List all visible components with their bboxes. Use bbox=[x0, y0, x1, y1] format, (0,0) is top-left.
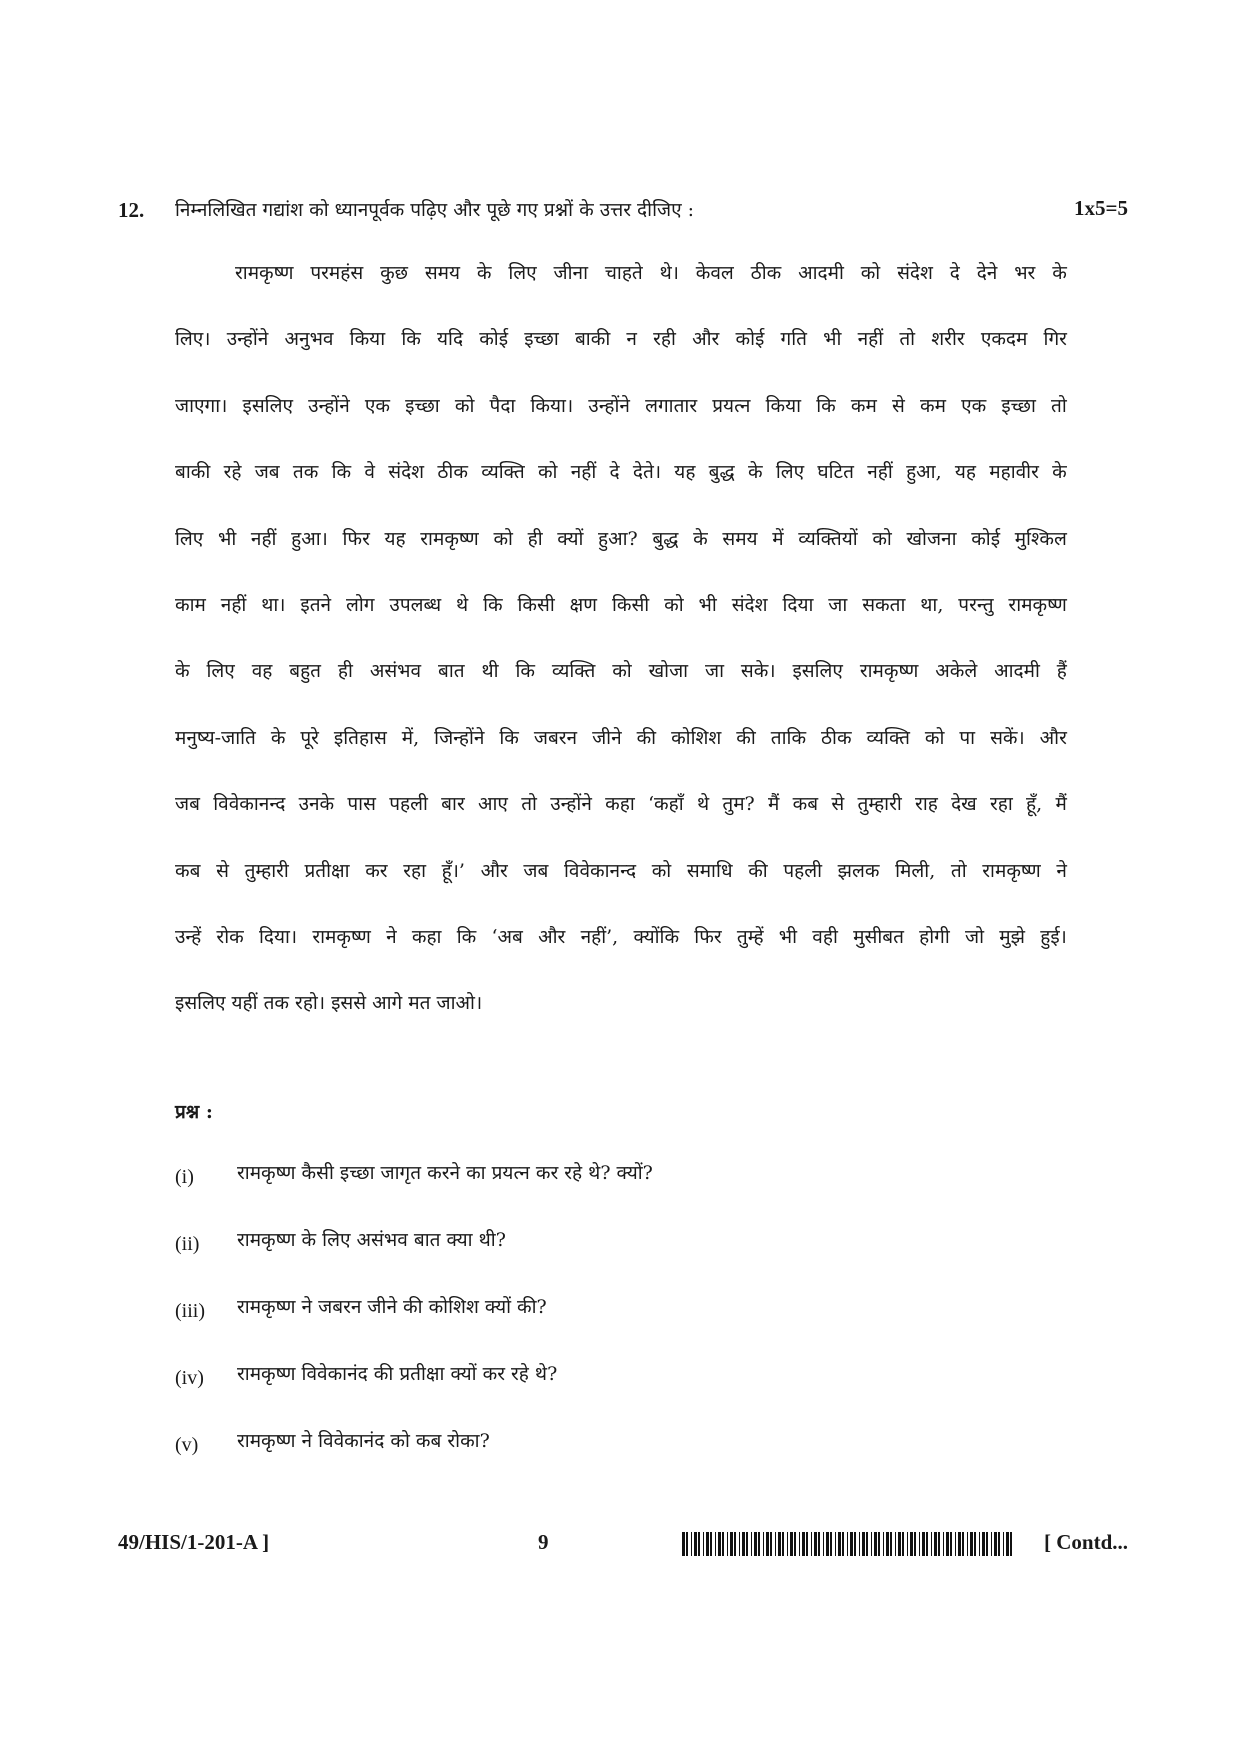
passage-line: के लिए वह बहुत ही असंभव बात थी कि व्यक्ति को खोजा जा सके। इसलिए रामकृष्ण अकेले आदमी हैं bbox=[175, 660, 1067, 683]
question-item bbox=[175, 1158, 1055, 1225]
question-item-text: रामकृष्ण विवेकानंद की प्रतीक्षा क्यों कर रहे थे? bbox=[237, 1363, 558, 1385]
question-item-text: रामकृष्ण कैसी इच्छा जागृत करने का प्रयत्न कर रहे थे? क्यों? bbox=[237, 1162, 653, 1184]
passage bbox=[175, 258, 1067, 1055]
question-item-number: (ii) bbox=[175, 1233, 200, 1255]
passage-line: जाएगा। इसलिए उन्होंने एक इच्छा को पैदा किया। उन्होंने लगातार प्रयत्न किया कि कम से कम एक इच्छा तो bbox=[175, 394, 1067, 417]
passage-line: कब से तुम्हारी प्रतीक्षा कर रहा हूँ।’ और जब विवेकानन्द को समाधि की पहली झलक मिली, तो रामकृष्ण ने bbox=[175, 859, 1067, 882]
question-instruction: निम्नलिखित गद्यांश को ध्यानपूर्वक पढ़िए और पूछे गए प्रश्नों के उत्तर दीजिए : bbox=[175, 199, 695, 221]
question-item-text: रामकृष्ण ने विवेकानंद को कब रोका? bbox=[237, 1430, 490, 1452]
page-number: 9 bbox=[538, 1530, 549, 1554]
passage-line: इसलिए यहीं तक रहो। इससे आगे मत जाओ। bbox=[175, 992, 483, 1015]
passage-line: लिए भी नहीं हुआ। फिर यह रामकृष्ण को ही क्यों हुआ? बुद्ध के समय में व्यक्तियों को खोजना कोई मुश्किल bbox=[175, 527, 1067, 550]
question-item-text: रामकृष्ण ने जबरन जीने की कोशिश क्यों की? bbox=[237, 1296, 547, 1318]
question-header bbox=[118, 192, 1128, 232]
question-item-number: (iii) bbox=[175, 1300, 205, 1322]
paper-code: 49/HIS/1-201-A ] bbox=[118, 1530, 270, 1554]
question-item-number: (i) bbox=[175, 1166, 194, 1188]
question-item bbox=[175, 1292, 1055, 1359]
passage-line: उन्हें रोक दिया। रामकृष्ण ने कहा कि ‘अब और नहीं’, क्योंकि फिर तुम्हें भी वही मुसीबत होगी जो मुझे हुई। bbox=[175, 925, 1067, 948]
question-item-number: (iv) bbox=[175, 1367, 204, 1389]
continued-label: [ Contd... bbox=[1043, 1530, 1128, 1554]
passage-line: जब विवेकानन्द उनके पास पहली बार आए तो उन्होंने कहा ‘कहाँ थे तुम? मैं कब से तुम्हारी राह देख रहा हूँ, मैं bbox=[175, 793, 1067, 816]
question-item-text: रामकृष्ण के लिए असंभव बात क्या थी? bbox=[237, 1229, 506, 1251]
passage-line: बाकी रहे जब तक कि वे संदेश ठीक व्यक्ति को नहीं दे देते। यह बुद्ध के लिए घटित नहीं हुआ, यह महावीर के bbox=[175, 461, 1067, 484]
questions-label: प्रश्न : bbox=[175, 1101, 213, 1123]
question-item bbox=[175, 1225, 1055, 1292]
passage-line: मनुष्य-जाति के पूरे इतिहास में, जिन्होंने कि जबरन जीने की कोशिश की ताकि ठीक व्यक्ति को पा सकें। और bbox=[175, 726, 1067, 749]
passage-line: लिए। उन्होंने अनुभव किया कि यदि कोई इच्छा बाकी न रही और कोई गति भी नहीं तो शरीर एकदम गिर bbox=[175, 328, 1067, 351]
questions-list bbox=[175, 1158, 1055, 1493]
question-item bbox=[175, 1359, 1055, 1426]
question-item-number: (v) bbox=[175, 1434, 199, 1456]
passage-line: रामकृष्ण परमहंस कुछ समय के लिए जीना चाहते थे। केवल ठीक आदमी को संदेश दे देने भर के bbox=[235, 262, 1067, 284]
question-number: 12. bbox=[118, 198, 145, 222]
question-marks: 1x5=5 bbox=[1074, 196, 1128, 220]
passage-line: काम नहीं था। इतने लोग उपलब्ध थे कि किसी क्षण किसी को भी संदेश दिया जा सकता था, परन्तु रामकृष्ण bbox=[175, 593, 1067, 616]
page-footer bbox=[118, 1530, 1128, 1570]
question-item bbox=[175, 1426, 1055, 1493]
barcode-icon bbox=[682, 1532, 1012, 1556]
